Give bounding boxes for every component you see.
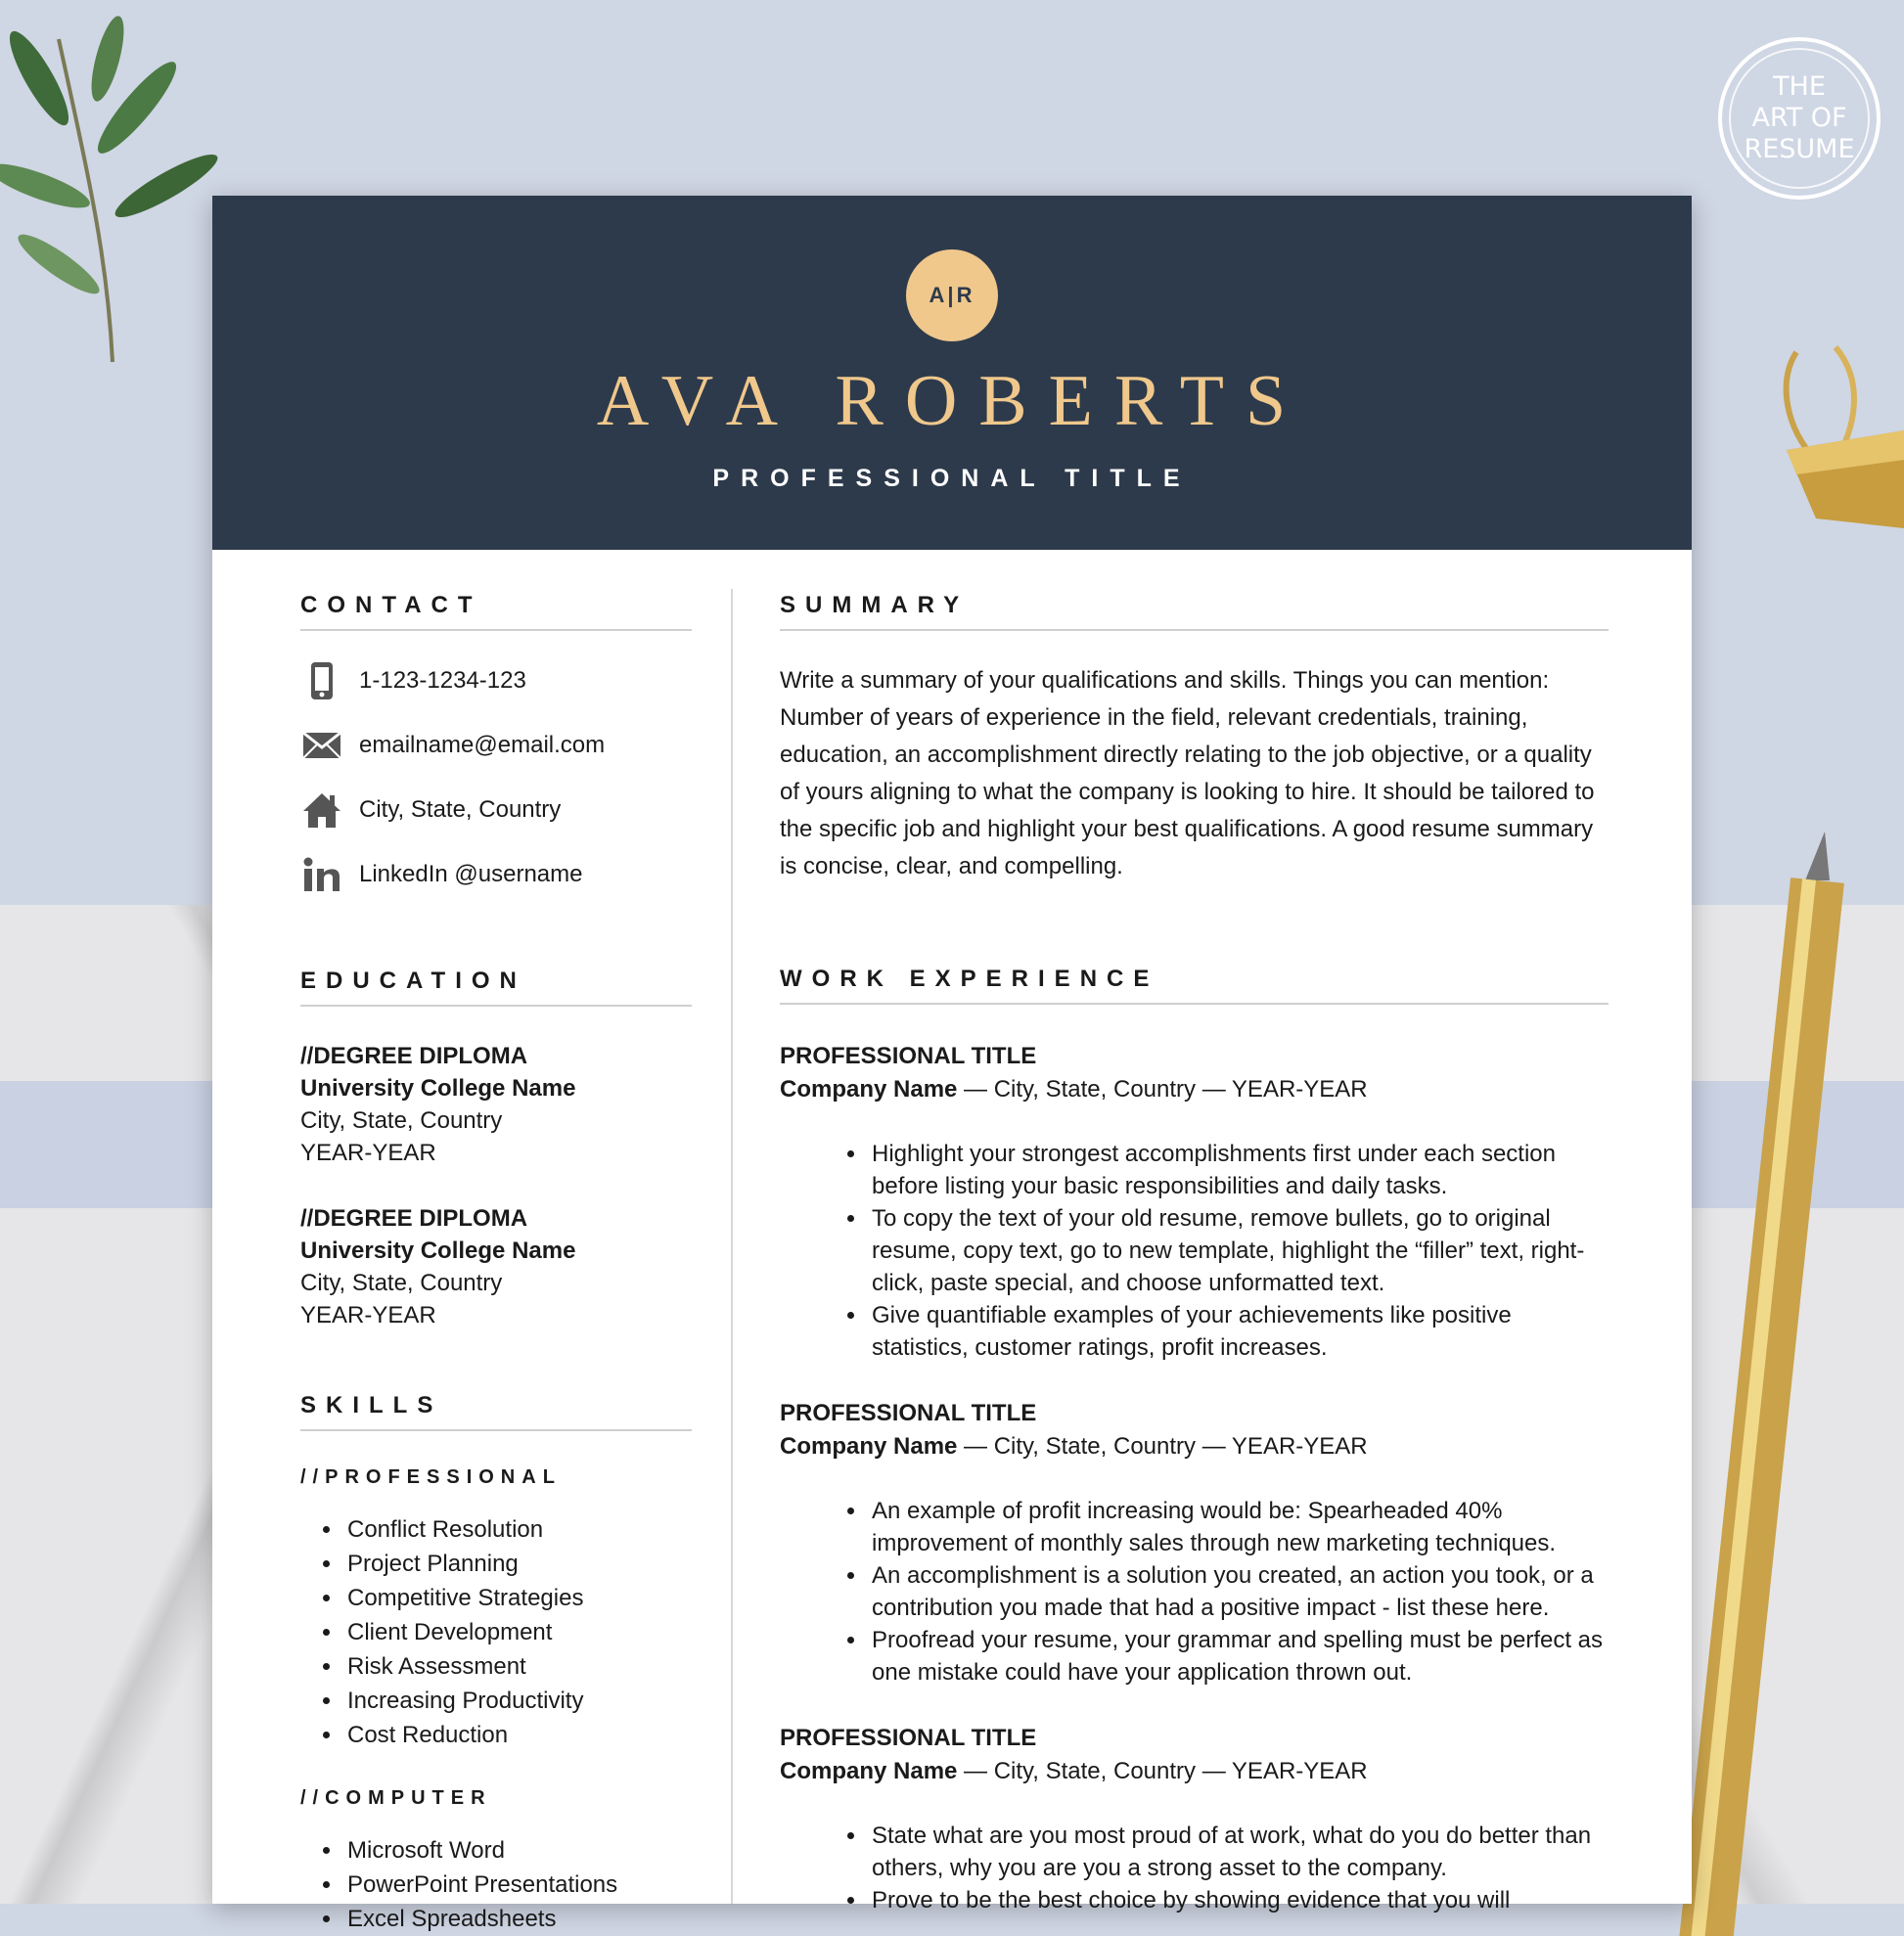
binder-clip-decoration xyxy=(1757,342,1904,538)
candidate-name: AVA ROBERTS xyxy=(596,361,1308,441)
resume-header xyxy=(212,196,1692,550)
skill-item: • Microsoft Word xyxy=(343,1833,692,1868)
contact-phone xyxy=(300,649,692,713)
linkedin-handle: LinkedIn @username xyxy=(359,861,583,887)
contact-location xyxy=(300,778,692,842)
phone-icon xyxy=(300,661,343,700)
email-address: emailname@email.com xyxy=(359,732,606,758)
left-column xyxy=(300,592,692,1936)
skill-item: • Project Planning xyxy=(343,1547,692,1581)
skill-item: • Conflict Resolution xyxy=(343,1512,692,1547)
school-years: YEAR-YEAR xyxy=(300,1302,436,1328)
job-bullet: • Proofread your resume, your grammar and spelling must be perfect as one mistake could have your application thrown out. xyxy=(868,1624,1609,1688)
job-details: — City, State, Country — YEAR-YEAR xyxy=(957,1758,1368,1784)
gold-pen-decoration xyxy=(1732,812,1898,1904)
logo-line-1: THE xyxy=(1773,71,1826,102)
contact-linkedin xyxy=(300,842,692,907)
contact-email xyxy=(300,713,692,778)
school-location: City, State, Country xyxy=(300,1107,503,1134)
skill-item: • Increasing Productivity xyxy=(343,1684,692,1718)
art-of-resume-logo xyxy=(1718,37,1881,200)
job-bullet: • State what are you most proud of at work, what do you do better than others, why you are you a strong asset to the company. xyxy=(868,1820,1609,1884)
professional-skills-list xyxy=(300,1512,692,1752)
job-details: — City, State, Country — YEAR-YEAR xyxy=(957,1076,1368,1103)
job-details: — City, State, Country — YEAR-YEAR xyxy=(957,1433,1368,1460)
job-bullet: • An example of profit increasing would be: Spearheaded 40% improvement of monthly sales through new marketing techniques. xyxy=(868,1495,1609,1559)
job-title: PROFESSIONAL TITLE xyxy=(780,1400,1037,1426)
job-bullets xyxy=(780,1820,1609,1916)
summary-heading: SUMMARY xyxy=(780,592,1609,631)
home-icon xyxy=(300,790,343,830)
computer-skills-list xyxy=(300,1833,692,1936)
job-bullets xyxy=(780,1495,1609,1688)
school-years: YEAR-YEAR xyxy=(300,1140,436,1166)
job-entry xyxy=(780,1040,1609,1364)
company-name: Company Name xyxy=(780,1433,958,1460)
job-meta xyxy=(780,1755,1609,1788)
right-column xyxy=(780,592,1609,1916)
skills-heading: SKILLS xyxy=(300,1392,692,1431)
logo-line-2: ART OF xyxy=(1751,103,1847,133)
summary-text: Write a summary of your qualifications and skills. Things you can mention: Number of years of experience in the field, relevant credentials, training, education, an accomplishment directly relating to the job objective, or a quality of yours aligning to what the company is looking to hire. It should be tailored to the specific job and highlight your best qualifications. A good resume summary is concise, clear, and compelling. xyxy=(780,667,1595,879)
school-location: City, State, Country xyxy=(300,1270,503,1296)
column-divider xyxy=(731,589,733,1904)
linkedin-icon xyxy=(300,855,343,894)
job-bullets xyxy=(780,1138,1609,1364)
computer-skills-heading: //COMPUTER xyxy=(300,1787,492,1809)
school-name: University College Name xyxy=(300,1238,576,1264)
skill-item: • Competitive Strategies xyxy=(343,1581,692,1615)
skill-item: • PowerPoint Presentations xyxy=(343,1868,692,1902)
professional-title: PROFESSIONAL TITLE xyxy=(712,465,1192,492)
work-experience-heading: WORK EXPERIENCE xyxy=(780,966,1609,1005)
skill-item: • Cost Reduction xyxy=(343,1718,692,1752)
location-text: City, State, Country xyxy=(359,796,562,823)
logo-line-3: RESUME xyxy=(1744,134,1855,164)
skill-item: • Excel Spreadsheets xyxy=(343,1902,692,1936)
job-bullet: • An accomplishment is a solution you created, an action you took, or a contribution you made that had a positive impact - list these here. xyxy=(868,1559,1609,1624)
job-title: PROFESSIONAL TITLE xyxy=(780,1725,1037,1751)
job-entry xyxy=(780,1722,1609,1916)
degree: //DEGREE DIPLOMA xyxy=(300,1043,528,1069)
resume-page xyxy=(212,196,1692,1932)
job-bullet: • Give quantifiable examples of your achievements like positive statistics, customer ratings, profit increases. xyxy=(868,1299,1609,1364)
skill-item: • Client Development xyxy=(343,1615,692,1649)
job-title: PROFESSIONAL TITLE xyxy=(780,1043,1037,1069)
education-entry xyxy=(300,1202,692,1331)
education-entry xyxy=(300,1040,692,1169)
monogram-badge: A|R xyxy=(906,249,998,341)
skill-item: • Risk Assessment xyxy=(343,1649,692,1684)
education-heading: EDUCATION xyxy=(300,968,692,1007)
degree: //DEGREE DIPLOMA xyxy=(300,1205,528,1232)
job-entry xyxy=(780,1397,1609,1688)
company-name: Company Name xyxy=(780,1076,958,1103)
olive-branch-decoration xyxy=(0,20,235,372)
contact-list xyxy=(300,649,692,907)
phone-number: 1-123-1234-123 xyxy=(359,667,526,694)
job-meta xyxy=(780,1073,1609,1106)
job-bullet: • Prove to be the best choice by showing evidence that you will xyxy=(868,1884,1609,1916)
professional-skills-heading: //PROFESSIONAL xyxy=(300,1466,562,1488)
job-bullet: • Highlight your strongest accomplishments first under each section before listing your basic responsibilities and daily tasks. xyxy=(868,1138,1609,1202)
company-name: Company Name xyxy=(780,1758,958,1784)
job-bullet: • To copy the text of your old resume, remove bullets, go to original resume, copy text, go to new template, highlight the “filler” text, right-click, paste special, and choose unformatted text. xyxy=(868,1202,1609,1299)
mail-icon xyxy=(300,726,343,765)
contact-heading: CONTACT xyxy=(300,592,692,631)
school-name: University College Name xyxy=(300,1075,576,1102)
job-meta xyxy=(780,1430,1609,1463)
